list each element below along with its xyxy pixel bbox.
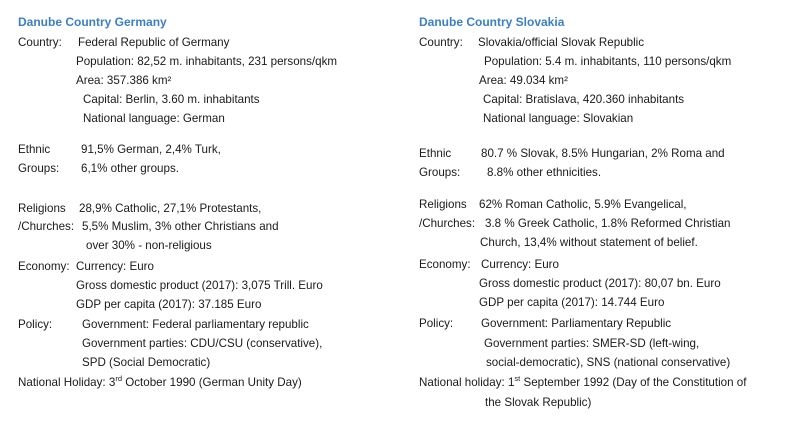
germany-policy-label: Policy: (18, 318, 53, 331)
germany-ethnic-value-2: 6,1% other groups. (81, 162, 179, 175)
germany-gdp: Gross domestic product (2017): 3,075 Trill. Euro (76, 279, 323, 292)
slovakia-gdp-per-capita: GDP per capita (2017): 14.744 Euro (479, 296, 665, 309)
germany-economy-label: Economy: (18, 260, 70, 273)
germany-churches-label: /Churches: (18, 220, 75, 233)
germany-ethnic-label: Ethnic (18, 143, 51, 156)
slovakia-holiday-line-2: the Slovak Republic) (485, 396, 592, 409)
germany-holiday-prefix: National Holiday: 3 (18, 376, 116, 389)
slovakia-ethnic-value-2: 8.8% other ethnicities. (487, 166, 602, 179)
slovakia-holiday-prefix: National holiday: 1 (419, 376, 515, 389)
germany-religions-label: Religions (18, 202, 66, 215)
slovakia-religions-label: Religions (419, 198, 467, 211)
germany-religions-value-3: over 30% - non-religious (86, 239, 212, 252)
slovakia-gdp: Gross domestic product (2017): 80,07 bn. Euro (479, 277, 721, 290)
germany-parties-2: SPD (Social Democratic) (82, 356, 211, 369)
germany-title: Danube Country Germany (18, 15, 167, 29)
slovakia-parties: Government parties: SMER-SD (left-wing, (484, 337, 700, 350)
slovakia-column (400, 0, 790, 421)
germany-column (0, 0, 390, 421)
germany-religions-value-2: 5,5% Muslim, 3% other Christians and (82, 220, 279, 233)
germany-religions-value: 28,9% Catholic, 27,1% Protestants, (79, 202, 262, 215)
slovakia-groups-label: Groups: (419, 166, 461, 179)
slovakia-population: Population: 5.4 m. inhabitants, 110 persons/qkm (484, 55, 732, 68)
germany-holiday-rest: October 1990 (German Unity Day) (122, 376, 302, 389)
slovakia-government: Government: Parliamentary Republic (481, 317, 672, 330)
slovakia-country-label: Country: (419, 36, 463, 49)
germany-national-holiday (18, 376, 302, 390)
slovakia-policy-label: Policy: (419, 317, 454, 330)
slovakia-currency: Currency: Euro (481, 258, 559, 271)
slovakia-area: Area: 49.034 km² (479, 74, 568, 87)
slovakia-national-holiday (419, 376, 746, 390)
slovakia-holiday-suffix: st (514, 374, 521, 384)
slovakia-country-value: Slovakia/official Slovak Republic (478, 36, 645, 49)
germany-parties: Government parties: CDU/CSU (conservative), (82, 337, 323, 350)
germany-country-value: Federal Republic of Germany (78, 36, 230, 49)
slovakia-religions-value: 62% Roman Catholic, 5.9% Evangelical, (479, 198, 687, 211)
slovakia-title: Danube Country Slovakia (419, 15, 565, 29)
germany-capital: Capital: Berlin, 3.60 m. inhabitants (83, 93, 260, 106)
slovakia-economy-label: Economy: (419, 258, 471, 271)
slovakia-holiday-rest: September 1992 (Day of the Constitution of (520, 376, 747, 389)
slovakia-ethnic-label: Ethnic (419, 147, 452, 160)
germany-country-label: Country: (18, 36, 62, 49)
germany-currency: Currency: Euro (76, 260, 154, 273)
germany-government: Government: Federal parliamentary republic (82, 318, 309, 331)
slovakia-ethnic-value: 80.7 % Slovak, 8.5% Hungarian, 2% Roma and (481, 147, 725, 160)
germany-holiday-suffix: rd (115, 374, 122, 384)
slovakia-religions-value-2: 3.8 % Greek Catholic, 1.8% Reformed Christian (485, 217, 731, 230)
slovakia-churches-label: /Churches: (419, 217, 476, 230)
slovakia-religions-value-3: Church, 13,4% without statement of belief. (480, 236, 698, 249)
slovakia-parties-2: social-democratic), SNS (national conservative) (486, 356, 731, 369)
germany-area: Area: 357.386 km² (76, 74, 172, 87)
slovakia-capital: Capital: Bratislava, 420.360 inhabitants (483, 93, 685, 106)
germany-groups-label: Groups: (18, 162, 60, 175)
germany-population: Population: 82,52 m. inhabitants, 231 persons/qkm (76, 55, 338, 68)
germany-ethnic-value: 91,5% German, 2,4% Turk, (81, 143, 221, 156)
slovakia-language: National language: Slovakian (483, 112, 634, 125)
germany-language: National language: German (83, 112, 225, 125)
germany-gdp-per-capita: GDP per capita (2017): 37.185 Euro (76, 298, 262, 311)
